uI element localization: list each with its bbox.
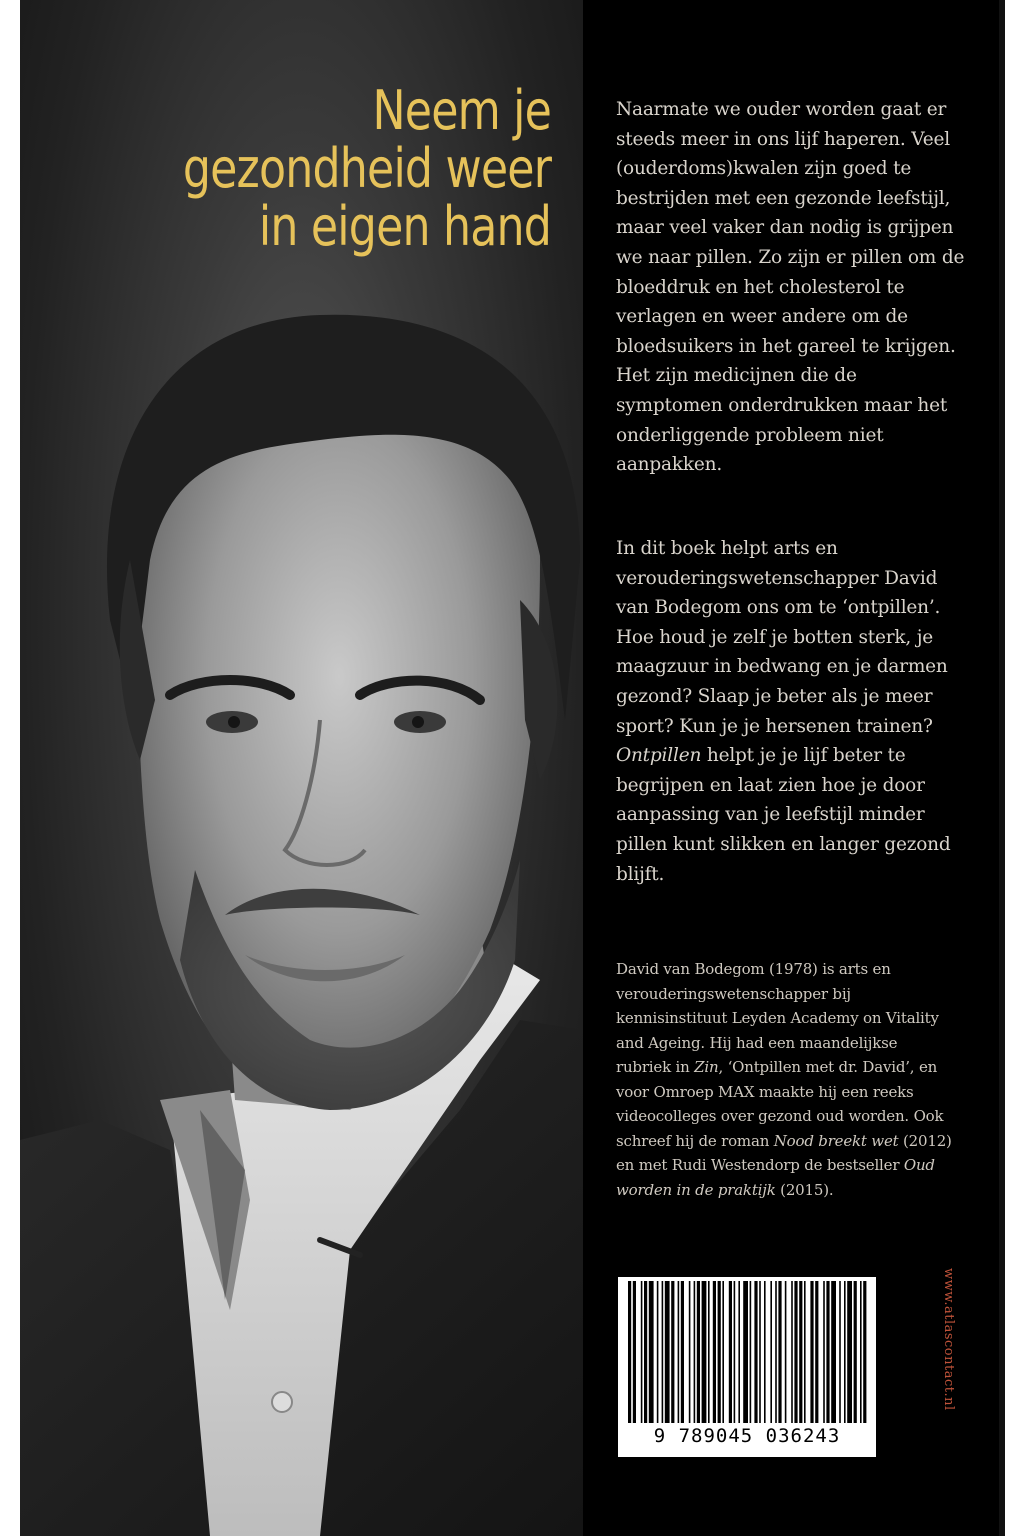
barcode-bar bbox=[844, 1281, 846, 1423]
author-bio bbox=[616, 957, 956, 1202]
publisher-url bbox=[940, 1268, 960, 1468]
barcode-bar bbox=[708, 1281, 710, 1423]
barcode-bar bbox=[738, 1281, 740, 1423]
barcode-bar bbox=[750, 1281, 752, 1423]
barcode-bar bbox=[823, 1281, 825, 1423]
barcode-bar bbox=[775, 1281, 777, 1423]
barcode-bar bbox=[743, 1281, 748, 1423]
barcode-bar bbox=[702, 1281, 707, 1423]
barcode-bar bbox=[729, 1281, 732, 1423]
barcode-bar bbox=[718, 1281, 721, 1423]
barcode-bar bbox=[860, 1281, 862, 1423]
barcode-bar bbox=[770, 1281, 772, 1423]
isbn-number: 9 789045 036243 bbox=[618, 1425, 876, 1447]
barcode-bar bbox=[671, 1281, 674, 1423]
barcode-bar bbox=[794, 1281, 797, 1423]
blurb-p2-text-b: helpt je je lijf beter te begrijpen en laat zien hoe je door aanpassing van je leefstijl minder pillen kunt slikken en langer gezond blijft. bbox=[616, 745, 951, 885]
barcode-bar bbox=[764, 1281, 766, 1423]
barcode-bar bbox=[785, 1281, 787, 1423]
bio-bestseller-title: Oud worden in de praktijk bbox=[616, 1156, 935, 1199]
barcode-bar bbox=[815, 1281, 818, 1423]
barcode-bar bbox=[681, 1281, 684, 1423]
isbn-barcode bbox=[618, 1277, 876, 1457]
bio-magazine-title: Zin bbox=[694, 1058, 719, 1076]
headline-line-2: gezondheid weer bbox=[182, 137, 551, 200]
barcode-bar bbox=[804, 1281, 806, 1423]
book-back-cover bbox=[20, 0, 1005, 1536]
barcode-bar bbox=[734, 1281, 736, 1423]
barcode-bar bbox=[662, 1281, 664, 1423]
headline-line-1: Neem je bbox=[372, 79, 551, 142]
barcode-bar bbox=[791, 1281, 793, 1423]
barcode-bar bbox=[799, 1281, 802, 1423]
barcode-bar bbox=[633, 1281, 636, 1423]
headline-line-3: in eigen hand bbox=[258, 195, 551, 258]
text-panel bbox=[583, 0, 1005, 1536]
barcode-bar bbox=[810, 1281, 813, 1423]
barcode-bar bbox=[847, 1281, 852, 1423]
bio-novel-title: Nood breekt wet bbox=[773, 1131, 899, 1150]
barcode-bar bbox=[649, 1281, 654, 1423]
barcode-bar bbox=[665, 1281, 670, 1423]
author-photo-panel bbox=[20, 0, 583, 1536]
barcode-bar bbox=[697, 1281, 700, 1423]
barcode-bar bbox=[754, 1281, 757, 1423]
blurb-p2-text-a: In dit boek helpt arts en verouderingswetenschapper David van Bodegom ons om te ‘ontpillen’. Hoe houd je zelf je botten sterk, je maagzuur in bedwang en je darmen gezond? Slaap je beter als je meer sport? Kun je je hersenen trainen? bbox=[616, 538, 948, 737]
barcode-bar bbox=[778, 1281, 781, 1423]
barcode-bar bbox=[831, 1281, 836, 1423]
bio-text-2: , ‘Ontpillen met dr. David’, en voor Omroep MAX maakte hij een reeks videocolleges over gezond oud worden. Ook schreef hij de roman bbox=[616, 1058, 944, 1150]
book-title-italic: Ontpillen bbox=[616, 745, 702, 767]
barcode-bar bbox=[854, 1281, 857, 1423]
barcode-bar bbox=[694, 1281, 696, 1423]
bio-text-1: David van Bodegom (1978) is arts en verouderingswetenschapper bij kennisinstituut Leyden Academy on Vitality and Ageing. Hij had een maandelijkse rubriek in bbox=[616, 960, 939, 1076]
barcode-bar bbox=[644, 1281, 647, 1423]
cover-edge bbox=[999, 0, 1005, 1536]
barcode-bar bbox=[713, 1281, 716, 1423]
bio-text-3: (2012) en met Rudi Westendorp de bestseller bbox=[616, 1131, 952, 1174]
barcode-bar bbox=[826, 1281, 829, 1423]
bio-text-4: (2015). bbox=[775, 1180, 834, 1199]
barcode-bar bbox=[628, 1281, 631, 1423]
publisher-url-text: www.atlascontact.nl bbox=[941, 1268, 956, 1411]
barcode-bar bbox=[722, 1281, 724, 1423]
blurb-paragraph-1: Naarmate we ouder worden gaat er steeds meer in ons lijf haperen. Veel (ouderdoms)kwalen zijn goed te bestrijden met een gezonde leefstijl, maar veel vaker dan nodig is grijpen we naar pillen. Zo zijn er pillen om de bloeddruk en het cholesterol te verlagen en weer andere om de bloedsuikers in het gareel te krijgen. Het zijn medicijnen die de symptomen onderdrukken maar het onderliggende probleem niet aanpakken. bbox=[616, 99, 965, 476]
barcode-bar bbox=[863, 1281, 866, 1423]
barcode-bars bbox=[626, 1281, 868, 1431]
barcode-bar bbox=[759, 1281, 761, 1423]
barcode-bar bbox=[689, 1281, 691, 1423]
barcode-bar bbox=[657, 1281, 659, 1423]
blurb-paragraph-2 bbox=[616, 534, 966, 889]
barcode-bar bbox=[641, 1281, 643, 1423]
barcode-bar bbox=[839, 1281, 841, 1423]
cover-headline bbox=[182, 79, 551, 258]
barcode-bar bbox=[678, 1281, 680, 1423]
